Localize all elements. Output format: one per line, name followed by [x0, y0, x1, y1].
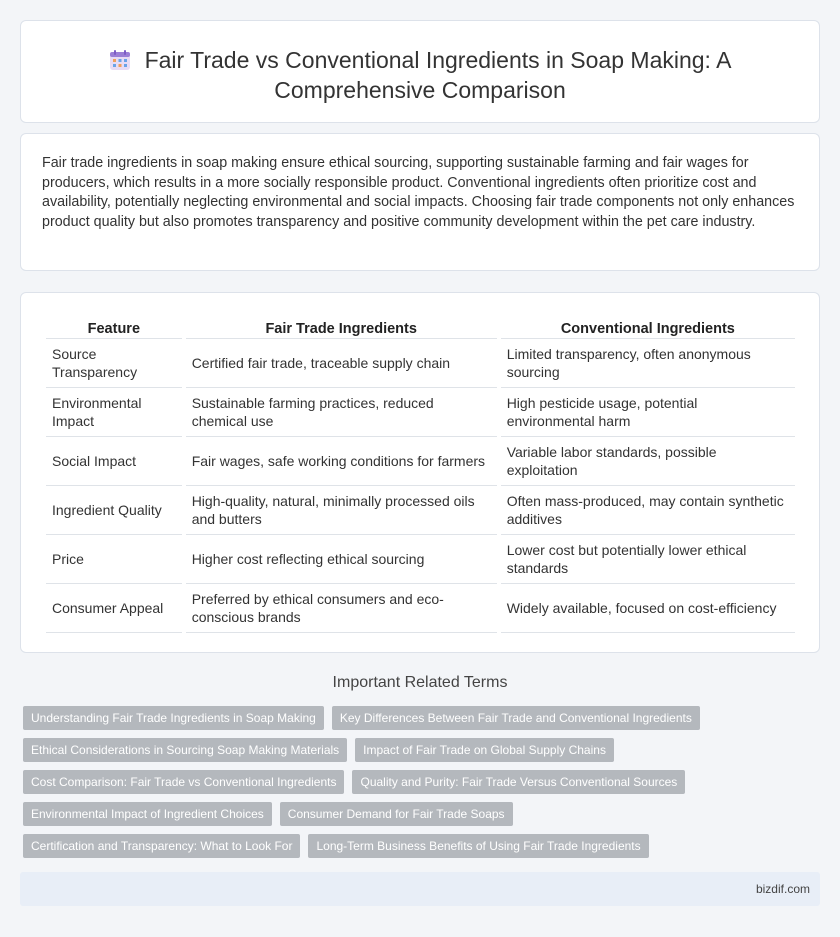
feature-cell: Source Transparency: [46, 339, 182, 388]
related-term-link[interactable]: Understanding Fair Trade Ingredients in Soap Making: [23, 706, 324, 730]
conventional-cell: Lower cost but potentially lower ethical standards: [501, 535, 795, 584]
conventional-cell: Limited transparency, often anonymous sourcing: [501, 339, 795, 388]
table-row: [46, 437, 795, 486]
fair-trade-cell: Fair wages, safe working conditions for farmers: [186, 437, 497, 486]
related-term-link[interactable]: Key Differences Between Fair Trade and Conventional Ingredients: [332, 706, 700, 730]
fair-trade-cell: High-quality, natural, minimally processed oils and butters: [186, 486, 497, 535]
feature-cell: Environmental Impact: [46, 388, 182, 437]
table-row: [46, 388, 795, 437]
feature-cell: Ingredient Quality: [46, 486, 182, 535]
page-title: [21, 45, 819, 105]
title-line-2: Comprehensive Comparison: [274, 77, 566, 103]
header-feature: Feature: [46, 317, 182, 339]
table-row: [46, 535, 795, 584]
related-terms-list: [23, 706, 803, 866]
table-row: [46, 486, 795, 535]
footer-site-link[interactable]: bizdif.com: [755, 882, 810, 896]
fair-trade-cell: Sustainable farming practices, reduced chemical use: [186, 388, 497, 437]
intro-card: [20, 133, 820, 271]
related-term-link[interactable]: Impact of Fair Trade on Global Supply Chains: [355, 738, 614, 762]
related-term-link[interactable]: Quality and Purity: Fair Trade Versus Conventional Sources: [352, 770, 685, 794]
table-header-row: [46, 317, 795, 339]
related-term-link[interactable]: Long-Term Business Benefits of Using Fair Trade Ingredients: [308, 834, 648, 858]
comparison-card: [20, 292, 820, 653]
header-fair-trade: Fair Trade Ingredients: [186, 317, 497, 339]
footer: [20, 872, 820, 906]
related-term-link[interactable]: Environmental Impact of Ingredient Choices: [23, 802, 272, 826]
feature-cell: Social Impact: [46, 437, 182, 486]
fair-trade-cell: Higher cost reflecting ethical sourcing: [186, 535, 497, 584]
conventional-cell: High pesticide usage, potential environmental harm: [501, 388, 795, 437]
feature-cell: Consumer Appeal: [46, 584, 182, 633]
feature-cell: Price: [46, 535, 182, 584]
calendar-icon: [109, 49, 131, 71]
related-term-link[interactable]: Certification and Transparency: What to Look For: [23, 834, 300, 858]
related-term-link[interactable]: Ethical Considerations in Sourcing Soap Making Materials: [23, 738, 347, 762]
related-terms-heading: Important Related Terms: [332, 674, 508, 691]
conventional-cell: Variable labor standards, possible exploitation: [501, 437, 795, 486]
title-line-1: Fair Trade vs Conventional Ingredients in Soap Making: A: [144, 47, 732, 73]
table-row: [46, 584, 795, 633]
fair-trade-cell: Preferred by ethical consumers and eco-conscious brands: [186, 584, 497, 633]
comparison-table: [42, 317, 799, 633]
table-row: [46, 339, 795, 388]
related-term-link[interactable]: Consumer Demand for Fair Trade Soaps: [280, 802, 513, 826]
related-term-link[interactable]: Cost Comparison: Fair Trade vs Conventional Ingredients: [23, 770, 344, 794]
conventional-cell: Often mass-produced, may contain synthetic additives: [501, 486, 795, 535]
fair-trade-cell: Certified fair trade, traceable supply chain: [186, 339, 497, 388]
title-card: [20, 20, 820, 123]
intro-paragraph: Fair trade ingredients in soap making ensure ethical sourcing, supporting sustainable farming and fair wages for producers, which results in a more socially responsible product. Conventional ingredients often prioritize cost and availability, potentially neglecting environmental and social impacts. Choosing fair trade components not only enhances product quality but also promotes transparency and positive community development within the pet care industry.: [42, 155, 795, 230]
conventional-cell: Widely available, focused on cost-efficiency: [501, 584, 795, 633]
header-conventional: Conventional Ingredients: [501, 317, 795, 339]
